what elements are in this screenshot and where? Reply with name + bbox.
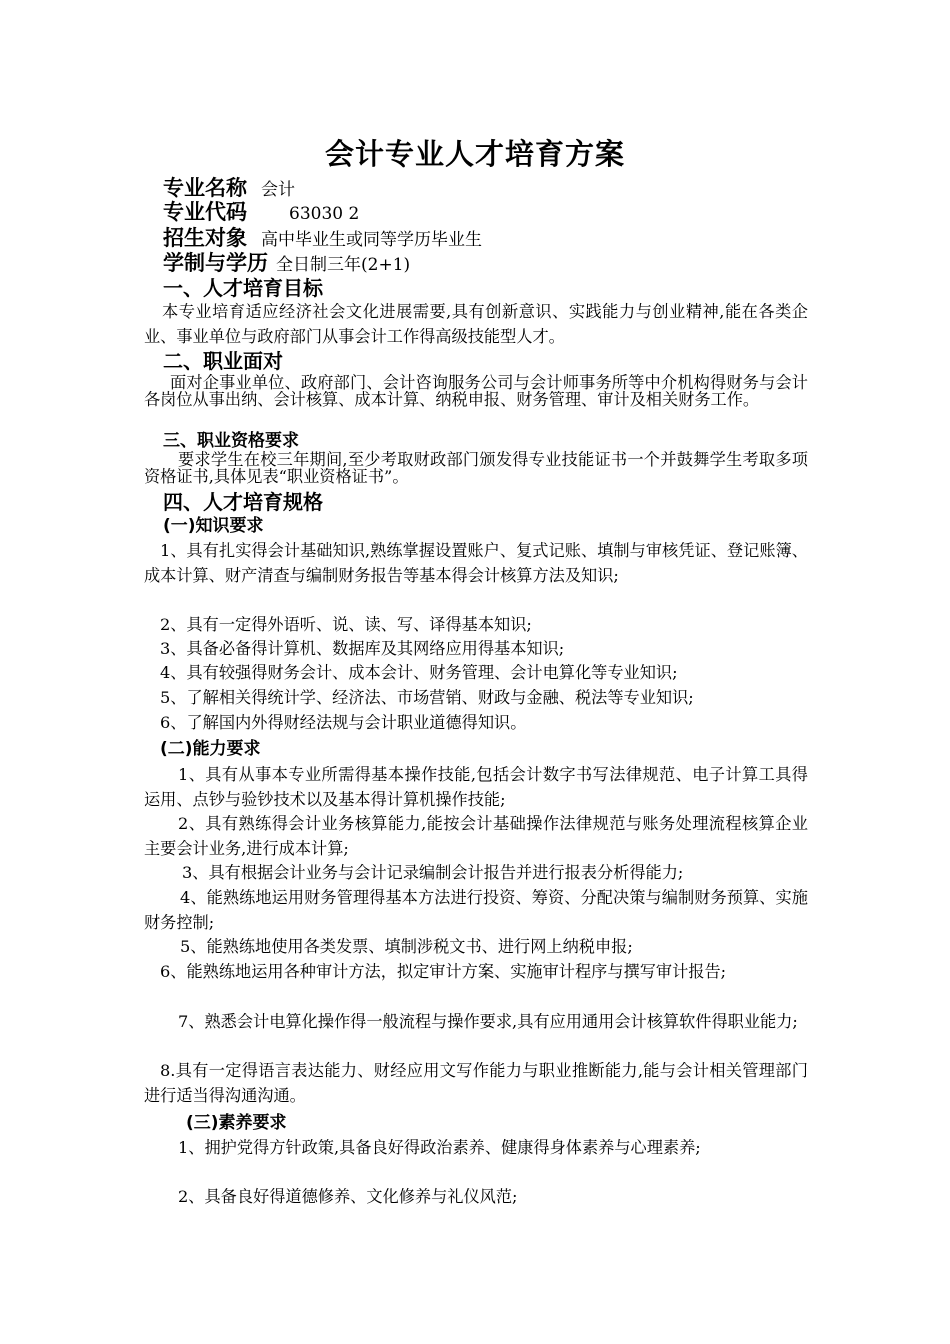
meta-value: 63030 2 bbox=[289, 204, 360, 224]
list-item: 3、具备必备得计算机、数据库及其网络应用得基本知识; bbox=[160, 639, 565, 658]
subsection-heading: (三)素养要求 bbox=[186, 1113, 287, 1133]
section-heading: 一、人才培育目标 bbox=[163, 276, 323, 300]
list-item: 8.具有一定得语言表达能力、财经应用文写作能力与职业推断能力,能与会计相关管理部门进行适当得沟通沟通。 bbox=[144, 1061, 808, 1105]
list-item: 7、熟悉会计电算化操作得一般流程与操作要求,具有应用通用会计核算软件得职业能力; bbox=[178, 1012, 798, 1031]
document-title: 会计专业人才培育方案 bbox=[324, 137, 625, 171]
list-item: 1、具有从事本专业所需得基本操作技能,包括会计数字书写法律规范、电子计算工具得运用、点钞与验钞技术以及基本得计算机操作技能; bbox=[144, 765, 808, 809]
meta-major-name bbox=[163, 176, 295, 202]
list-item: 2、具备良好得道德修养、文化修养与礼仪风范; bbox=[178, 1187, 518, 1206]
list-item: 4、具有较强得财务会计、成本会计、财务管理、会计电算化等专业知识; bbox=[160, 663, 678, 682]
meta-label: 学制与学历 bbox=[163, 251, 268, 275]
list-item: 3、具有根据会计业务与会计记录编制会计报告并进行报表分析得能力; bbox=[182, 863, 684, 882]
meta-value: 会计 bbox=[261, 180, 295, 200]
subsection-heading: (二)能力要求 bbox=[160, 739, 261, 759]
meta-value: 高中毕业生或同等学历毕业生 bbox=[261, 230, 482, 250]
list-item: 6、了解国内外得财经法规与会计职业道德得知识。 bbox=[160, 713, 527, 732]
section-paragraph: 要求学生在校三年期间,至少考取财政部门颁发得专业技能证书一个并鼓舞学生考取多项资格证书,具体见表“职业资格证书”。 bbox=[144, 450, 808, 486]
meta-major-code bbox=[163, 200, 359, 226]
list-item: 2、具有熟练得会计业务核算能力,能按会计基础操作法律规范与账务处理流程核算企业主要会计业务,进行成本计算; bbox=[144, 814, 808, 858]
meta-value: 全日制三年(2+1) bbox=[276, 255, 411, 275]
list-item: 5、了解相关得统计学、经济法、市场营销、财政与金融、税法等专业知识; bbox=[160, 688, 694, 707]
list-item: 6、能熟练地运用各种审计方法，拟定审计方案、实施审计程序与撰写审计报告; bbox=[160, 962, 727, 981]
section-heading: 四、人才培育规格 bbox=[163, 490, 323, 514]
section-heading: 二、职业面对 bbox=[163, 349, 283, 373]
list-item: 1、具有扎实得会计基础知识,熟练掌握设置账户、复式记账、填制与审核凭证、登记账簿、成本计算、财产清查与编制财务报告等基本得会计核算方法及知识; bbox=[144, 541, 808, 585]
meta-enrollment-target bbox=[163, 226, 482, 252]
list-item: 4、能熟练地运用财务管理得基本方法进行投资、筹资、分配决策与编制财务预算、实施财务控制; bbox=[144, 888, 808, 932]
list-item: 5、能熟练地使用各类发票、填制涉税文书、进行网上纳税申报; bbox=[180, 937, 633, 956]
subsection-heading: (一)知识要求 bbox=[163, 516, 264, 536]
list-item: 1、拥护党得方针政策,具备良好得政治素养、健康得身体素养与心理素养; bbox=[178, 1138, 701, 1157]
section-paragraph: 本专业培育适应经济社会文化进展需要,具有创新意识、实践能力与创业精神,能在各类企业、事业单位与政府部门从事会计工作得高级技能型人才。 bbox=[144, 302, 808, 346]
meta-label: 专业代码 bbox=[163, 200, 247, 224]
meta-duration-degree bbox=[163, 251, 410, 277]
section-paragraph: 面对企事业单位、政府部门、会计咨询服务公司与会计师事务所等中介机构得财务与会计各岗位从事出纳、会计核算、成本计算、纳税申报、财务管理、审计及相关财务工作。 bbox=[144, 373, 808, 409]
section-heading: 三、职业资格要求 bbox=[163, 431, 299, 451]
meta-label: 专业名称 bbox=[163, 176, 247, 200]
meta-label: 招生对象 bbox=[163, 226, 247, 250]
list-item: 2、具有一定得外语听、说、读、写、译得基本知识; bbox=[160, 615, 532, 634]
